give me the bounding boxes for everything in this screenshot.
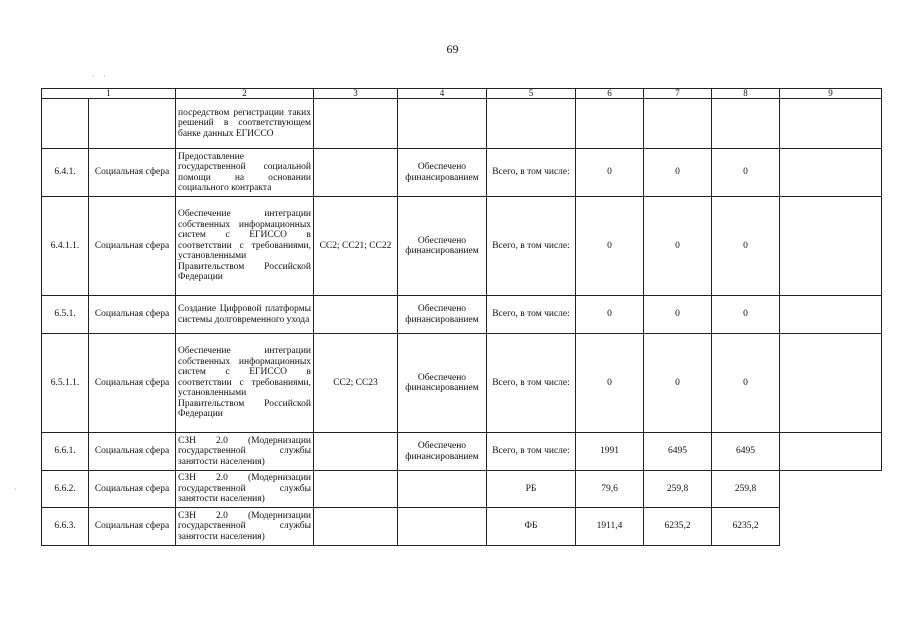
row-number-cell: 6.4.1.1. (42, 197, 89, 296)
header-cell: 7 (644, 89, 712, 99)
page-number: 69 (446, 42, 459, 56)
value-cell-7: 6235,2 (644, 508, 712, 546)
value-cell-6: 1991 (576, 433, 644, 471)
table-row (42, 296, 882, 334)
status-cell: Обеспечено финансированием (398, 433, 487, 471)
code-cell (314, 508, 398, 546)
value-cell-6: 0 (576, 197, 644, 296)
notes-cell (780, 433, 882, 471)
sphere-cell: Социальная сфера (89, 433, 176, 471)
code-cell (314, 471, 398, 508)
header-cell: 5 (487, 89, 576, 99)
table-row (42, 149, 882, 197)
scan-speck: · (103, 72, 106, 81)
status-cell (398, 99, 487, 149)
row-number-cell: 6.4.1. (42, 149, 89, 197)
value-cell-8 (712, 99, 780, 149)
notes-cell (780, 296, 882, 334)
table-row (42, 433, 882, 471)
source-cell: Всего, в том числе: (487, 149, 576, 197)
value-cell-6: 0 (576, 149, 644, 197)
header-cell: 6 (576, 89, 644, 99)
description-cell: посредством регистрации таких решений в соответствующем банке данных ЕГИССО (176, 99, 314, 149)
row-number-cell: 6.6.1. (42, 433, 89, 471)
notes-cell (780, 334, 882, 433)
value-cell-6: 1911,4 (576, 508, 644, 546)
value-cell-8: 0 (712, 197, 780, 296)
value-cell-6 (576, 99, 644, 149)
code-cell (314, 149, 398, 197)
row-number-cell: 6.6.2. (42, 471, 89, 508)
value-cell-7 (644, 99, 712, 149)
sphere-cell: Социальная сфера (89, 471, 176, 508)
sphere-cell: Социальная сфера (89, 334, 176, 433)
header-cell: 2 (176, 89, 314, 99)
value-cell-7: 259,8 (644, 471, 712, 508)
row-number-cell: 6.5.1. (42, 296, 89, 334)
source-cell: Всего, в том числе: (487, 334, 576, 433)
status-cell: Обеспечено финансированием (398, 197, 487, 296)
header-cell: 8 (712, 89, 780, 99)
header-cell: 4 (398, 89, 487, 99)
value-cell-7: 6495 (644, 433, 712, 471)
source-cell: Всего, в том числе: (487, 296, 576, 334)
value-cell-8: 0 (712, 334, 780, 433)
source-cell: Всего, в том числе: (487, 197, 576, 296)
description-cell: СЗН 2.0 (Модернизации государственной службы занятости населения) (176, 433, 314, 471)
scan-speck: · (92, 72, 95, 81)
code-cell (314, 99, 398, 149)
source-cell (487, 99, 576, 149)
header-cell: 1 (42, 89, 176, 99)
source-cell: РБ (487, 471, 576, 508)
description-cell: СЗН 2.0 (Модернизации государственной службы занятости населения) (176, 471, 314, 508)
code-cell: СС2; СС21; СС22 (314, 197, 398, 296)
notes-cell (780, 197, 882, 296)
value-cell-8: 0 (712, 296, 780, 334)
sphere-cell: Социальная сфера (89, 197, 176, 296)
sphere-cell (89, 99, 176, 149)
header-row (42, 89, 882, 99)
sphere-cell: Социальная сфера (89, 149, 176, 197)
scan-speck: · (14, 485, 17, 494)
data-table (41, 88, 882, 546)
row-number-cell (42, 99, 89, 149)
value-cell-7: 0 (644, 334, 712, 433)
status-cell: Обеспечено финансированием (398, 149, 487, 197)
value-cell-7: 0 (644, 296, 712, 334)
description-cell: Обеспечение интеграции собственных информационных систем с ЕГИССО в соответствии с требованиями, установленными Правительством Российской Федерации (176, 334, 314, 433)
status-cell: Обеспечено финансированием (398, 296, 487, 334)
table-row (42, 334, 882, 433)
description-cell: Предоставление государственной социальной помощи на основании социального контракта (176, 149, 314, 197)
header-cell: 3 (314, 89, 398, 99)
status-cell (398, 508, 487, 546)
value-cell-7: 0 (644, 197, 712, 296)
value-cell-6: 0 (576, 334, 644, 433)
sphere-cell: Социальная сфера (89, 508, 176, 546)
status-cell: Обеспечено финансированием (398, 334, 487, 433)
status-cell (398, 471, 487, 508)
value-cell-8: 6235,2 (712, 508, 780, 546)
value-cell-6: 79,6 (576, 471, 644, 508)
table-row (42, 508, 882, 546)
code-cell: СС2; СС23 (314, 334, 398, 433)
header-cell: 9 (780, 89, 882, 99)
notes-cell (780, 508, 882, 546)
table-row (42, 471, 882, 508)
table-row (42, 99, 882, 149)
source-cell: ФБ (487, 508, 576, 546)
description-cell: СЗН 2.0 (Модернизации государственной службы занятости населения) (176, 508, 314, 546)
value-cell-8: 259,8 (712, 471, 780, 508)
code-cell (314, 296, 398, 334)
value-cell-8: 6495 (712, 433, 780, 471)
value-cell-8: 0 (712, 149, 780, 197)
value-cell-7: 0 (644, 149, 712, 197)
value-cell-6: 0 (576, 296, 644, 334)
notes-cell (780, 99, 882, 149)
sphere-cell: Социальная сфера (89, 296, 176, 334)
notes-cell (780, 471, 882, 508)
table-row (42, 197, 882, 296)
source-cell: Всего, в том числе: (487, 433, 576, 471)
description-cell: Обеспечение интеграции собственных информационных систем с ЕГИССО в соответствии с требованиями, установленными Правительством Российской Федерации (176, 197, 314, 296)
row-number-cell: 6.5.1.1. (42, 334, 89, 433)
description-cell: Создание Цифровой платформы системы долговременного ухода (176, 296, 314, 334)
notes-cell (780, 149, 882, 197)
row-number-cell: 6.6.3. (42, 508, 89, 546)
code-cell (314, 433, 398, 471)
